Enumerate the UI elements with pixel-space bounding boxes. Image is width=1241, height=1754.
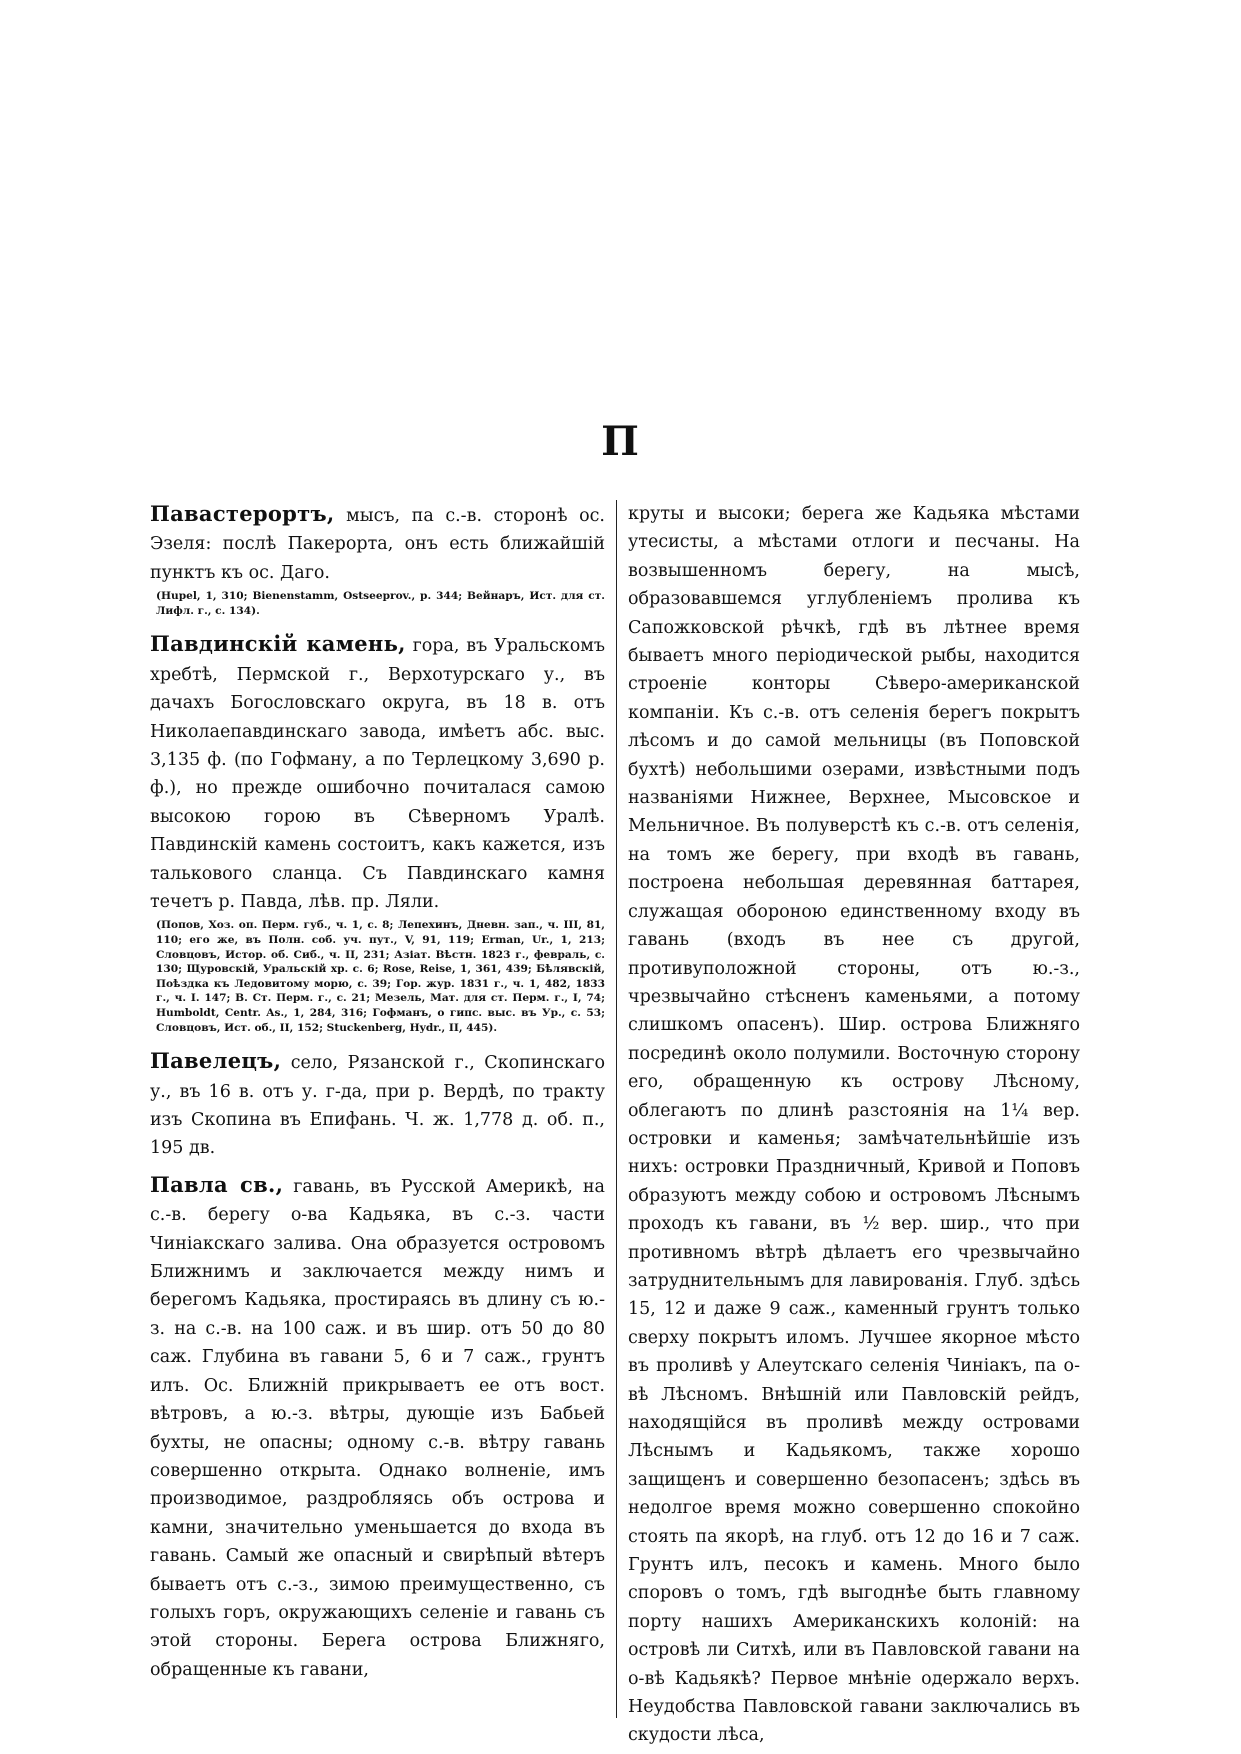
entry-body: гавань, въ Русской Америкѣ, на с.-в. берегу о-ва Кадьяка, въ с.-з. части Чиніакскаго залива. Она образуется островомъ Ближнимъ и заключается между нимъ и берегомъ Кадьяка, простираясь въ длину съ ю.-з. на с.-в. на 100 саж. и въ шир. отъ 50 до 80 саж. Глубина въ гавани 5, 6 и 7 саж., грунтъ илъ. Ос. Ближній прикрываетъ ее отъ вост. вѣтровъ, а ю.-з. вѣтры, дующіе изъ Бабьей бухты, не опасны; одному с.-в. вѣтру гавань совершенно открыта. Однако волненіе, имъ производимое, раздробляясь объ острова и камни, значительно уменьшается до входа въ гавань. Самый же опасный и свирѣпый вѣтеръ бываетъ отъ с.-з., зимою преимущественно, съ голыхъ горъ, окружающихъ селеніе и гавань съ этой стороны. Берега острова Ближняго, обращенные къ гавани, (150, 1176, 605, 1680)
right-column (628, 500, 1080, 1750)
left-column (150, 500, 605, 1684)
headword: Павдинскій камень, (150, 631, 406, 657)
entry-references: (Попов, Хоз. оп. Перм. губ., ч. 1, с. 8; Лепехинъ, Дневн. зап., ч. III, 81, 110; его же, въ Полн. соб. уч. пут., V, 91, 119; Erman, Ur., 1, 213; Словцовъ, Истор. об. Сиб., ч. II, 231; Азіат. Вѣстн. 1823 г., февраль, с. 130; Щуровскій, Уральскій хр. с. 6; Rose, Reise, 1, 361, 439; Бѣлявскій, Поѣздка къ Ледовитому морю, с. 39; Гор. жур. 1831 г., ч. 1, 482, 1833 г., ч. I. 147; В. Ст. Перм. г., с. 21; Мезель, Мат. для ст. Перм. г., I, 74; Humboldt, Centr. As., 1, 284, 316; Гофманъ, о гипс. выс. въ Ур., с. 53; Словцовъ, Ист. об., II, 152; Stuckenberg, Hydr., II, 445). (156, 919, 605, 1034)
spacer (150, 1163, 605, 1171)
headword: Павастерортъ, (150, 501, 335, 526)
entry-references: (Hupel, 1, 310; Bienenstamm, Ostseeprov., p. 344; Вейнаръ, Ист. для ст. Лифл. г., с. 134). (156, 590, 605, 617)
entry-body: гора, въ Уральскомъ хребтѣ, Пермской г., Верхотурскаго у., въ дачахъ Богословскаго округа, въ 18 в. отъ Николаепавдинскаго завода, имѣетъ абс. выс. 3,135 ф. (по Гофману, а по Терлецкому 3,690 р. ф.), но прежде ошибочно почиталася самою высокою горою въ Сѣверномъ Уралѣ. Павдинскій камень состоитъ, какъ кажется, изъ талькового сланца. Съ Павдинскаго камня течетъ р. Павда, лѣв. пр. Ляли. (150, 636, 606, 913)
entry-pavelets (150, 1047, 605, 1163)
continued-text: круты и высоки; берега же Кадьяка мѣстами утесисты, а мѣстами отлоги и песчаны. На возвышенномъ берегу, на мысѣ, образовавшемся углубленіемъ пролива къ Сапожковской рѣчкѣ, гдѣ въ лѣтнее время бываетъ много періодической рыбы, находится строеніе конторы Сѣверо-американской компаніи. Къ с.-в. отъ селенія берегъ покрытъ лѣсомъ и до самой мельницы (въ Поповской бухтѣ) небольшими озерами, извѣстными подъ названіями Нижнее, Верхнее, Мысовское и Мельничное. Въ полуверстѣ къ с.-в. отъ селенія, на томъ же берегу, при входѣ въ гавань, построена небольшая деревянная баттарея, служащая обороною единственному входу въ гавань (входъ въ нее съ другой, противуположной стороны, отъ ю.-з., чрезвычайно стѣсненъ каменьями, а потому слишкомъ опасенъ). Шир. острова Ближняго посрединѣ около полумили. Восточную сторону его, обращенную къ острову Лѣсному, облегаютъ по длинѣ разстоянія на 1¼ вер. островки и каменья; замѣчательнѣйшіе изъ нихъ: островки Праздничный, Кривой и Поповъ образуютъ между собою и островомъ Лѣснымъ проходъ къ гавани, въ ½ вер. шир., что при противномъ вѣтрѣ дѣлаетъ его чрезвычайно затруднительнымъ для лавированія. Глуб. здѣсь 15, 12 и даже 9 саж., каменный грунтъ только сверху покрытъ иломъ. Лучшее якорное мѣсто въ проливѣ у Алеутскаго селенія Чиніакъ, па о-вѣ Лѣсномъ. Внѣшній или Павловскій рейдъ, находящійся въ проливѣ между островами Лѣснымъ и Кадьякомъ, также хорошо защищенъ и совершенно безопасенъ; здѣсь въ недолгое время можно совершенно спокойно стоять па якорѣ, на глуб. отъ 12 до 16 и 7 саж. Грунтъ илъ, песокъ и камень. Много было споровъ о томъ, гдѣ выгоднѣе быть главному порту нашихъ Американскихъ колоній: на островѣ ли Ситхѣ, или въ Павловской гавани на о-вѣ Кадьякѣ? Первое мнѣніе одержало верхъ. Неудобства Павловской гавани заключались въ скудости лѣса, (628, 504, 1080, 1746)
entry-pavdinsky-kamen (150, 630, 605, 916)
entry-body: село, Рязанской г., Скопинскаго у., въ 16 в. отъ у. г-да, при р. Вердѣ, по тракту изъ Скопина въ Епифань. Ч. ж. 1,778 д. об. п., 195 дв. (150, 1053, 605, 1159)
entry-pavla-sv (150, 1171, 605, 1684)
column-divider (616, 500, 617, 1718)
headword: Павла св., (150, 1171, 284, 1197)
page-letter: П (601, 418, 640, 465)
entry-pavasterort (150, 500, 605, 587)
headword: Павелецъ, (150, 1048, 282, 1074)
entry-body: мысъ, па с.-в. сторонѣ ос. Эзеля: послѣ Пакерорта, онъ есть ближайшій пунктъ къ ос. Даго. (150, 506, 605, 583)
